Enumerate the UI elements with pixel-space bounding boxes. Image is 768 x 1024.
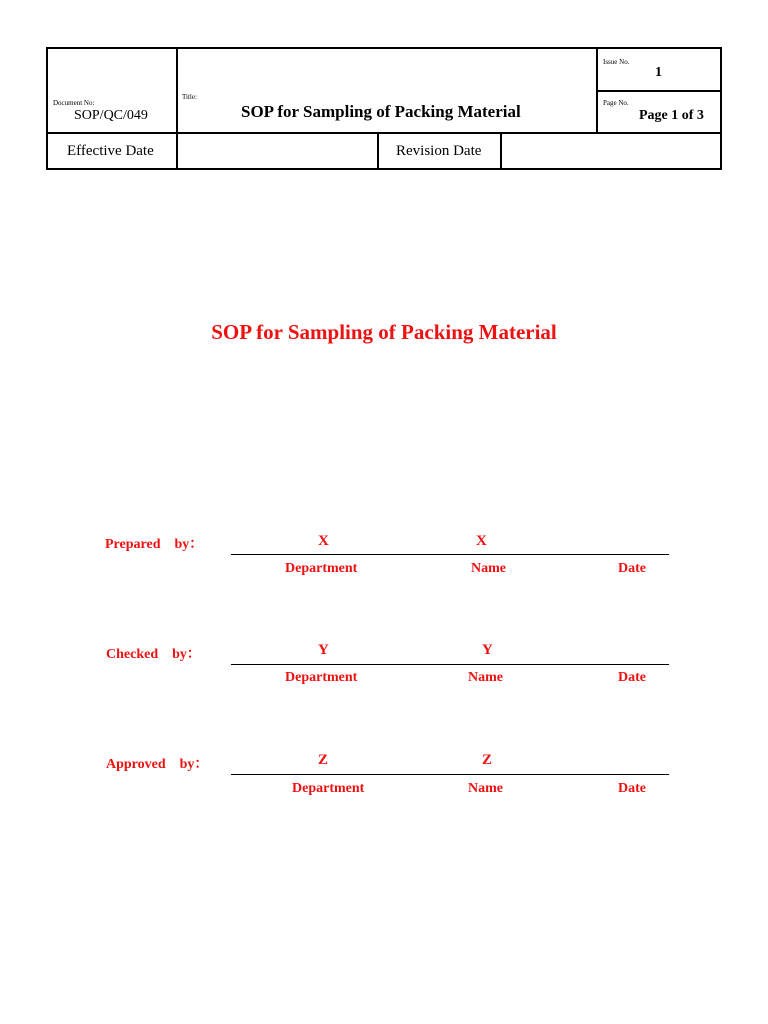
document-number-label: Document No: xyxy=(53,99,95,107)
document-header-table xyxy=(46,47,722,170)
signature-line xyxy=(231,664,669,665)
name-label: Name xyxy=(468,670,503,685)
main-title: SOP for Sampling of Packing Material xyxy=(211,320,557,344)
signature-label: Checked by： xyxy=(106,647,201,662)
issue-number-label: Issue No. xyxy=(603,58,630,66)
revision-date-label: Revision Date xyxy=(396,143,482,159)
name-value: Z xyxy=(482,752,493,768)
name-value: X xyxy=(476,533,487,549)
signature-line xyxy=(231,774,669,775)
date-label: Date xyxy=(618,670,646,685)
title-label: Title: xyxy=(182,93,197,101)
department-label: Department xyxy=(292,781,365,796)
department-label: Department xyxy=(285,561,358,576)
header-divider xyxy=(377,132,379,168)
department-label: Department xyxy=(285,670,358,685)
header-divider xyxy=(596,90,720,92)
signature-label: Prepared by： xyxy=(105,537,204,552)
name-label: Name xyxy=(471,561,506,576)
name-label: Name xyxy=(468,781,503,796)
effective-date-label: Effective Date xyxy=(67,143,154,159)
signature-line xyxy=(231,554,669,555)
issue-number-value: 1 xyxy=(655,65,662,80)
name-value: Y xyxy=(482,642,493,658)
header-divider xyxy=(48,132,720,134)
page-number-label: Page No. xyxy=(603,99,629,107)
date-label: Date xyxy=(618,561,646,576)
header-divider xyxy=(500,132,502,168)
header-title: SOP for Sampling of Packing Material xyxy=(241,102,521,121)
page-number-value: Page 1 of 3 xyxy=(639,108,704,123)
department-value: Y xyxy=(318,642,329,658)
document-number-value: SOP/QC/049 xyxy=(74,108,148,123)
signature-label: Approved by： xyxy=(106,757,209,772)
department-value: X xyxy=(318,533,329,549)
department-value: Z xyxy=(318,752,329,768)
date-label: Date xyxy=(618,781,646,796)
header-divider xyxy=(176,49,178,168)
